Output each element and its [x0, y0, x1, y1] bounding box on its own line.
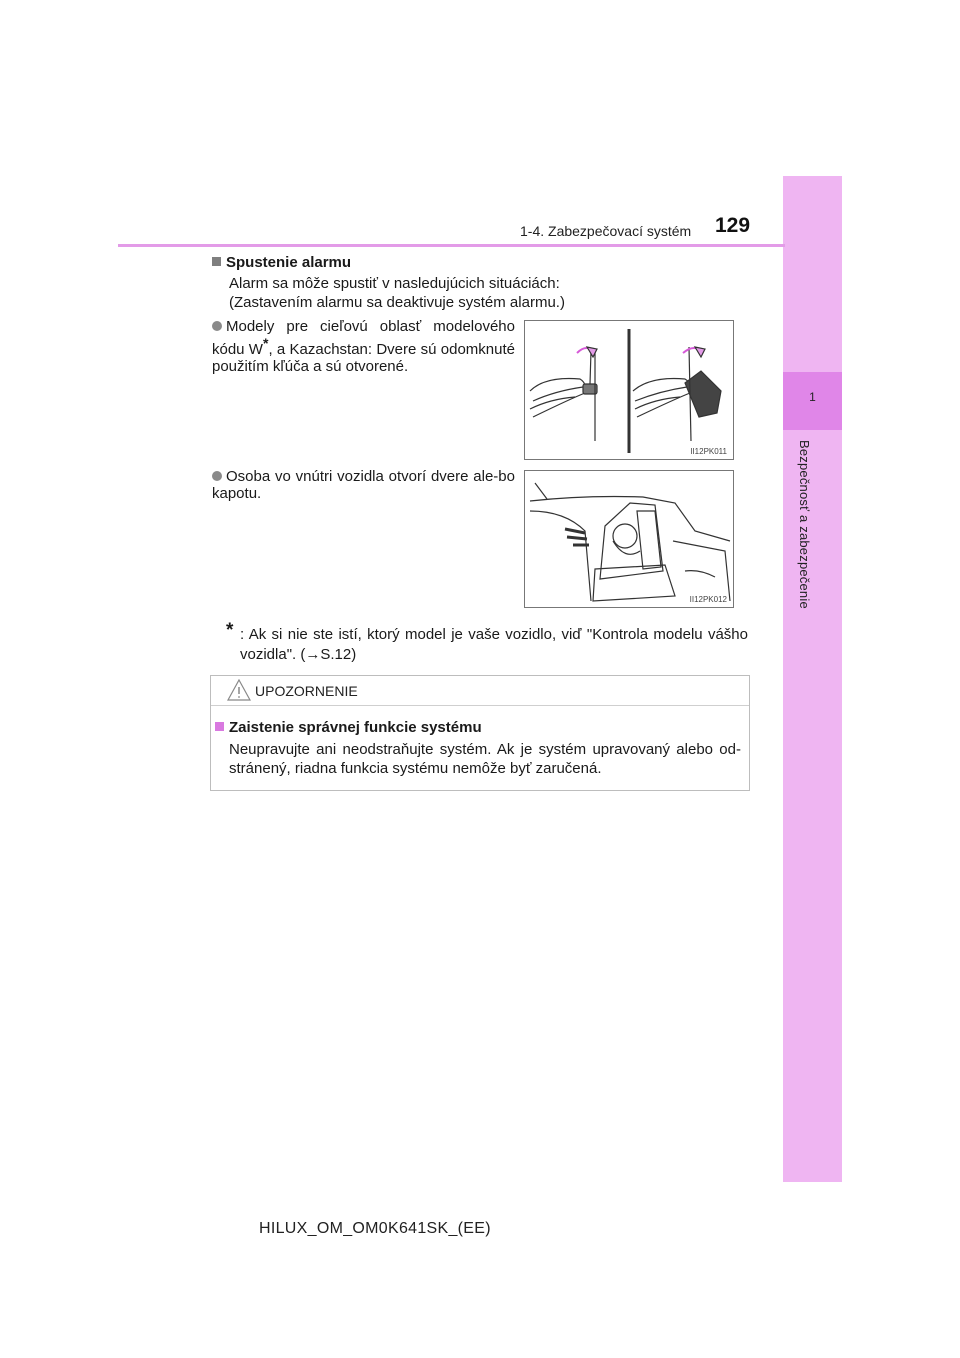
warning-header [211, 676, 749, 706]
warning-box [210, 675, 750, 791]
bullet-item-1: Modely pre cieľovú oblasť modelového kódu W*, a Kazachstan: Dvere sú odomknuté použitím kľúča a sú otvorené. [212, 318, 515, 375]
section-intro [229, 274, 749, 312]
warning-label: UPOZORNENIE [255, 683, 358, 699]
footnote [226, 620, 748, 665]
footnote-text: : Ak si nie ste istí, ktorý model je vaše vozidlo, viď "Kontrola modelu vášho vozidla". (→S.12) [240, 626, 748, 663]
square-bullet-icon [212, 257, 221, 266]
document-code: HILUX_OM_OM0K641SK_(EE) [259, 1220, 491, 1237]
door-handle-key-drawing [525, 321, 733, 459]
bullet-item-2: Osoba vo vnútri vozidla otvorí dvere ale-bo kapotu. [212, 468, 515, 502]
section-heading: Spustenie alarmu [212, 254, 351, 271]
round-bullet-icon [212, 471, 222, 481]
page-number: 129 [715, 214, 751, 237]
intro-line-2: (Zastavením alarmu sa deaktivuje systém alarmu.) [229, 294, 565, 311]
car-door-drawing [525, 471, 733, 607]
chapter-side-tab [783, 176, 842, 1182]
round-bullet-icon [212, 321, 222, 331]
warning-text: Neupravujte ani neodstraňujte systém. Ak je systém upravovaný alebo od-stránený, riadna funkcia systému nemôže byť zaručená. [229, 741, 741, 777]
figure-code: II12PK011 [690, 447, 727, 456]
warning-subheading: Zaistenie správnej funkcie systému [215, 719, 482, 736]
door-key-illustration [524, 320, 734, 460]
footnote-star: * [226, 620, 234, 641]
chapter-title: Bezpečnosť a zabezpečenie [797, 440, 812, 609]
chapter-number: 1 [809, 390, 816, 404]
section-title: 1-4. Zabezpečovací systém [520, 223, 692, 239]
figure-code: II12PK012 [689, 595, 727, 604]
square-bullet-icon [215, 722, 224, 731]
warning-triangle-icon [227, 679, 251, 701]
person-opening-door-illustration [524, 470, 734, 608]
intro-line-1: Alarm sa môže spustiť v nasledujúcich situáciách: [229, 275, 560, 292]
header-rule [118, 244, 785, 247]
footnote-star: * [262, 335, 269, 351]
